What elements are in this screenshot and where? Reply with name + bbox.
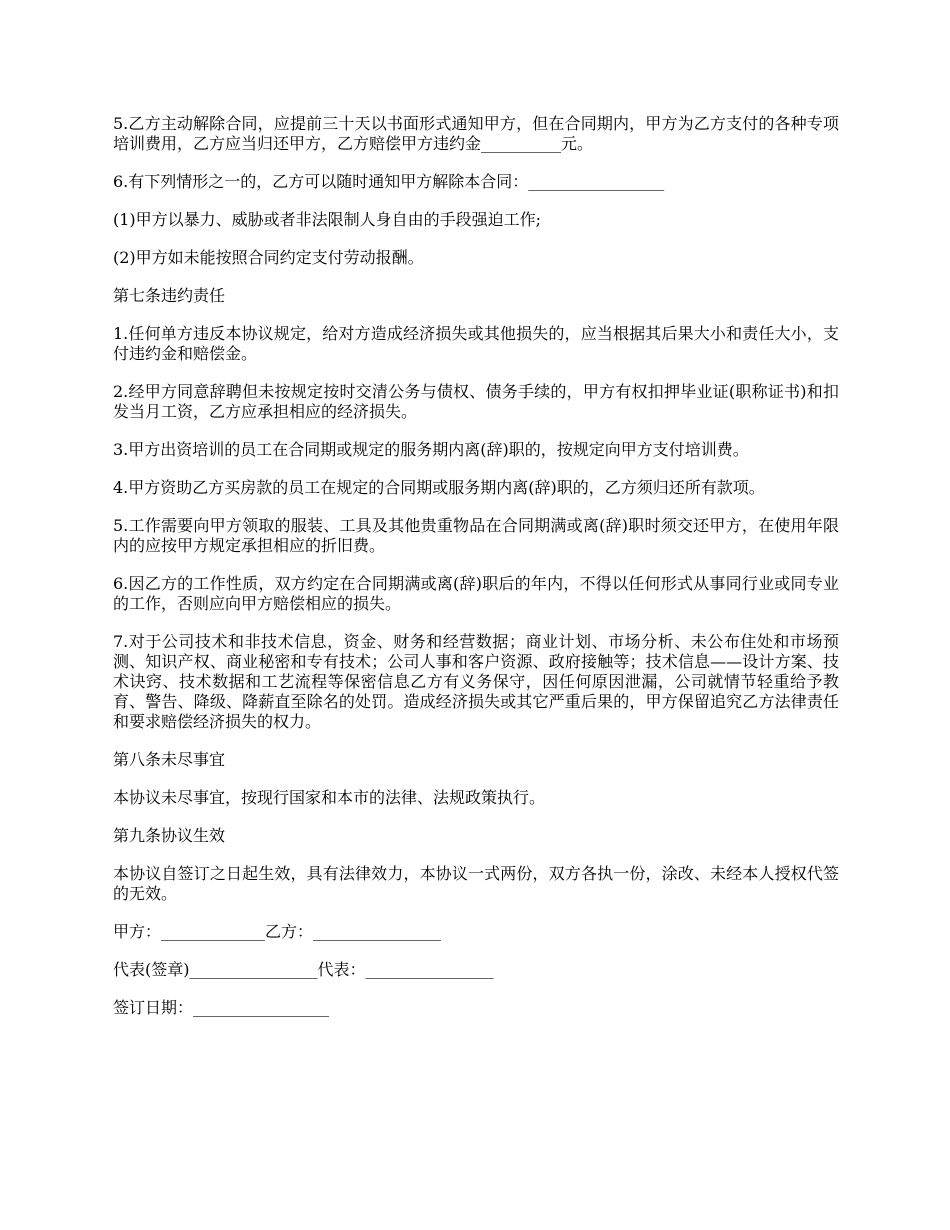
article-7-item-5: 5.工作需要向甲方领取的服装、工具及其他贵重物品在合同期满或离(辞)职时须交还甲方，在使用年限内的应按甲方规定承担相应的折旧费。 xyxy=(113,516,839,555)
condition-1: (1)甲方以暴力、威胁或者非法限制人身自由的手段强迫工作; xyxy=(113,210,542,229)
clause-6-termination-conditions: 6.有下列情形之一的，乙方可以随时通知甲方解除本合同：_________________ xyxy=(113,172,665,191)
article-9-body: 本协议自签订之日起生效，具有法律效力，本协议一式两份，双方各执一份，涂改、未经本人授权代签的无效。 xyxy=(113,864,839,903)
article-7-item-7: 7.对于公司技术和非技术信息，资金、财务和经营数据；商业计划、市场分析、未公布住处和市场预测、知识产权、商业秘密和专有技术；公司人事和客户资源、政府接触等；技术信息——设计方案、技术诀窍、技术数据和工艺流程等保密信息乙方有义务保守，因任何原因泄漏，公司就情节轻重给予教育、警告、降级、降薪直至除名的处罚。造成经济损失或其它严重后果的，甲方保留追究乙方法律责任和要求赔偿经济损失的权力。 xyxy=(113,632,839,731)
article-7-item-1: 1.任何单方违反本协议规定，给对方造成经济损失或其他损失的，应当根据其后果大小和责任大小，支付违约金和赔偿金。 xyxy=(113,324,839,363)
clause-5-early-termination: 5.乙方主动解除合同，应提前三十天以书面形式通知甲方，但在合同期内，甲方为乙方支付的各种专项培训费用，乙方应当归还甲方，乙方赔偿甲方违约金__________元。 xyxy=(113,114,839,153)
signature-parties-line: 甲方：_____________乙方：________________ xyxy=(113,922,442,941)
section-heading-article-9: 第九条协议生效 xyxy=(113,826,226,845)
signing-date-line: 签订日期：_________________ xyxy=(113,998,330,1017)
document-page xyxy=(113,114,839,1036)
article-7-item-2: 2.经甲方同意辞聘但未按规定按时交清公务与债权、债务手续的，甲方有权扣押毕业证(职称证书)和扣发当月工资，乙方应承担相应的经济损失。 xyxy=(113,382,839,421)
article-7-item-3: 3.甲方出资培训的员工在合同期或规定的服务期内离(辞)职的，按规定向甲方支付培训费。 xyxy=(113,440,749,459)
signature-representatives-line: 代表(签章)________________代表：________________ xyxy=(113,960,494,979)
article-7-item-6: 6.因乙方的工作性质，双方约定在合同期满或离(辞)职后的年内，不得以任何形式从事同行业或同专业的工作，否则应向甲方赔偿相应的损失。 xyxy=(113,574,839,613)
condition-2: (2)甲方如未能按照合同约定支付劳动报酬。 xyxy=(113,248,424,267)
section-heading-article-7: 第七条违约责任 xyxy=(113,286,226,305)
section-heading-article-8: 第八条未尽事宜 xyxy=(113,750,226,769)
article-8-body: 本协议未尽事宜，按现行国家和本市的法律、法规政策执行。 xyxy=(113,788,546,807)
article-7-item-4: 4.甲方资助乙方买房款的员工在规定的合同期或服务期内离(辞)职的，乙方须归还所有款项。 xyxy=(113,478,765,497)
